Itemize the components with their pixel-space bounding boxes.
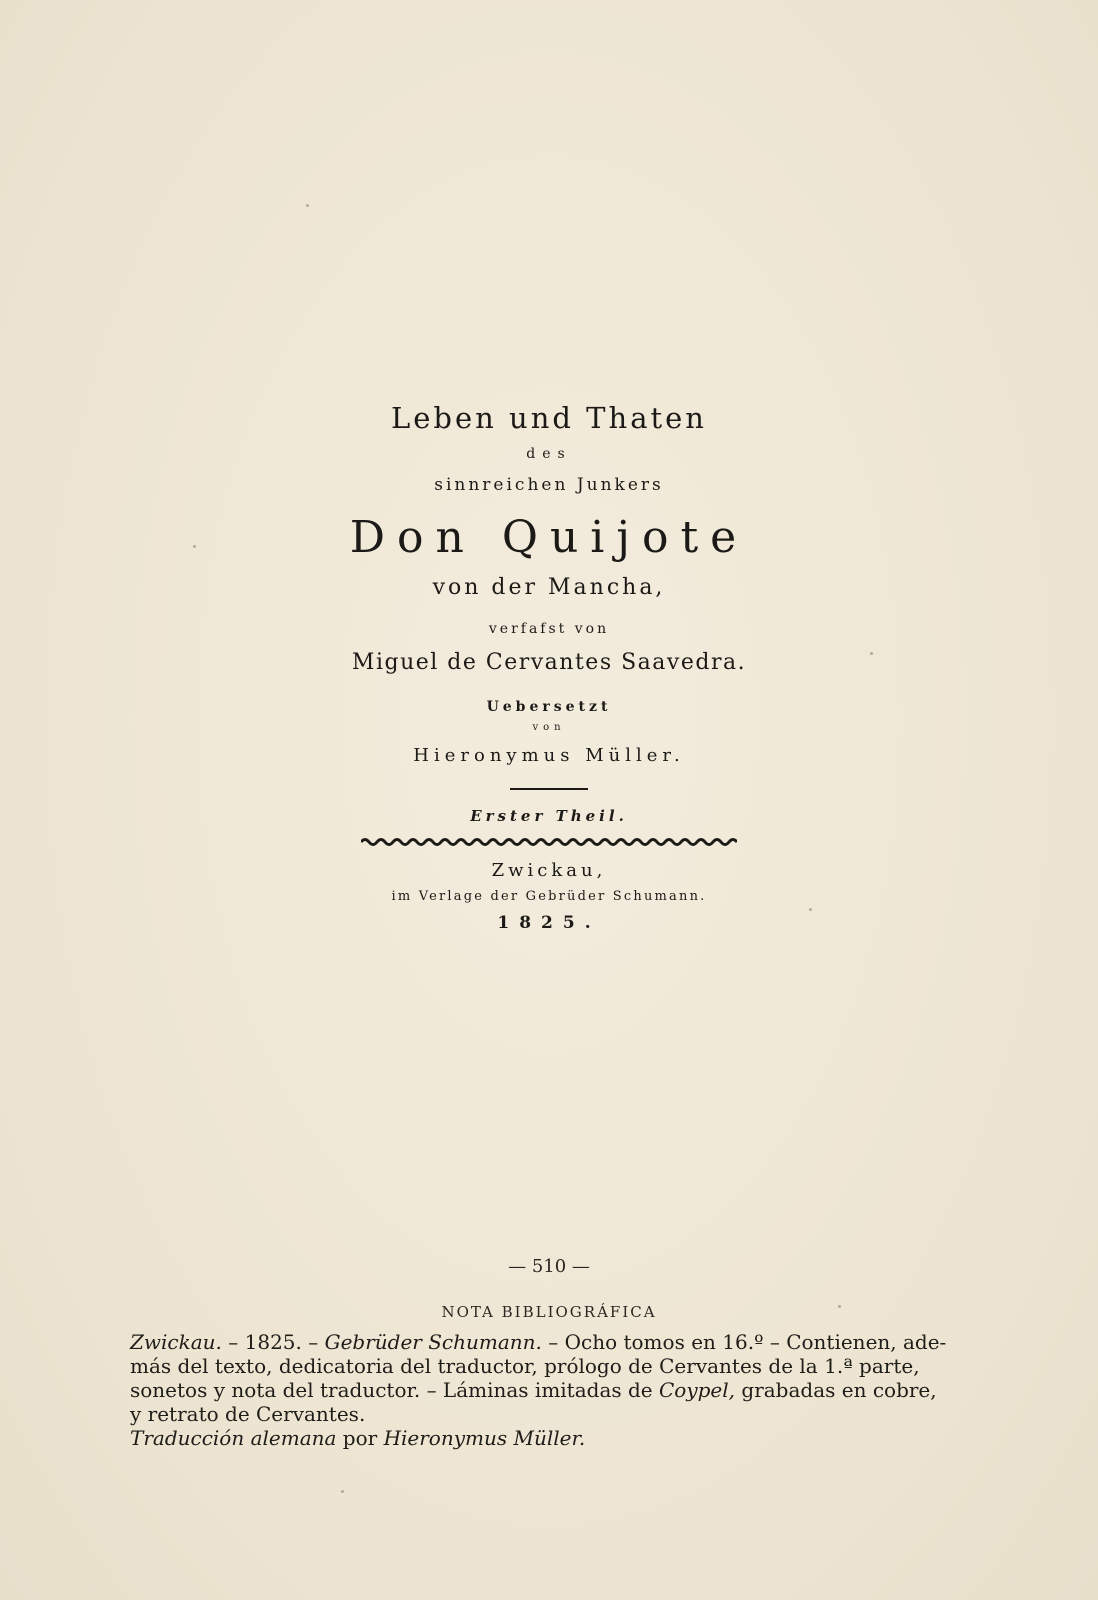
nota-line-1b: – Ocho tomos en 16.º – Contienen, ade-: [541, 1330, 947, 1354]
nota-place: Zwickau.: [130, 1330, 222, 1354]
nota-line-1a: – 1825. –: [221, 1330, 325, 1354]
paper-speck: [809, 908, 812, 911]
nota-translator: Hieronymus Müller.: [383, 1426, 586, 1450]
nota-publisher: Gebrüder Schumann.: [324, 1330, 542, 1354]
paper-speck: [870, 652, 873, 655]
nota-translation-label: Traducción alemana: [130, 1426, 337, 1450]
short-rule: [510, 788, 588, 790]
nota-line-4: y retrato de Cervantes.: [130, 1402, 366, 1426]
nota-line-5b: por: [336, 1426, 384, 1450]
nota-line-3: [130, 1378, 937, 1402]
title-page-block: [0, 398, 1098, 938]
title-line-leben: Leben und Thaten: [391, 401, 707, 435]
imprint-year: 1825.: [497, 913, 601, 933]
title-line-des: des: [526, 446, 572, 462]
title-main-don-quijote: Don Quijote: [349, 512, 749, 563]
volume-label: Erster Theil.: [470, 807, 628, 825]
title-line-von: von: [532, 722, 566, 733]
title-line-verfasst: verfafst von: [488, 621, 610, 637]
nota-heading: NOTA BIBLIOGRÁFICA: [441, 1303, 657, 1321]
wavy-ornament-rule: [361, 836, 737, 848]
nota-body: [130, 1330, 947, 1450]
nota-line-2: más del texto, dedicatoria del traductor, prólogo de Cervantes de la 1.ª parte,: [130, 1354, 920, 1378]
paper-speck: [838, 1305, 841, 1308]
nota-line-3b: grabadas en cobre,: [735, 1378, 937, 1402]
paper-speck: [193, 545, 196, 548]
paper-speck: [306, 204, 309, 207]
title-line-uebersetzt: Uebersetzt: [486, 699, 612, 715]
nota-artist: Coypel,: [658, 1378, 736, 1402]
nota-line-1: [130, 1330, 947, 1354]
page-number: — 510 —: [508, 1256, 590, 1277]
title-line-mancha: von der Mancha,: [432, 575, 666, 600]
nota-line-3a: sonetos y nota del traductor. – Láminas imitadas de: [130, 1378, 659, 1402]
paper-speck: [341, 1490, 344, 1493]
title-line-junkers: sinnreichen Junkers: [434, 475, 664, 495]
translator-name: Hieronymus Müller.: [413, 745, 685, 766]
imprint-publisher: im Verlage der Gebrüder Schumann.: [391, 889, 707, 904]
imprint-place: Zwickau,: [491, 860, 607, 881]
nota-line-5: [130, 1426, 882, 1450]
author-name: Miguel de Cervantes Saavedra.: [351, 650, 747, 675]
